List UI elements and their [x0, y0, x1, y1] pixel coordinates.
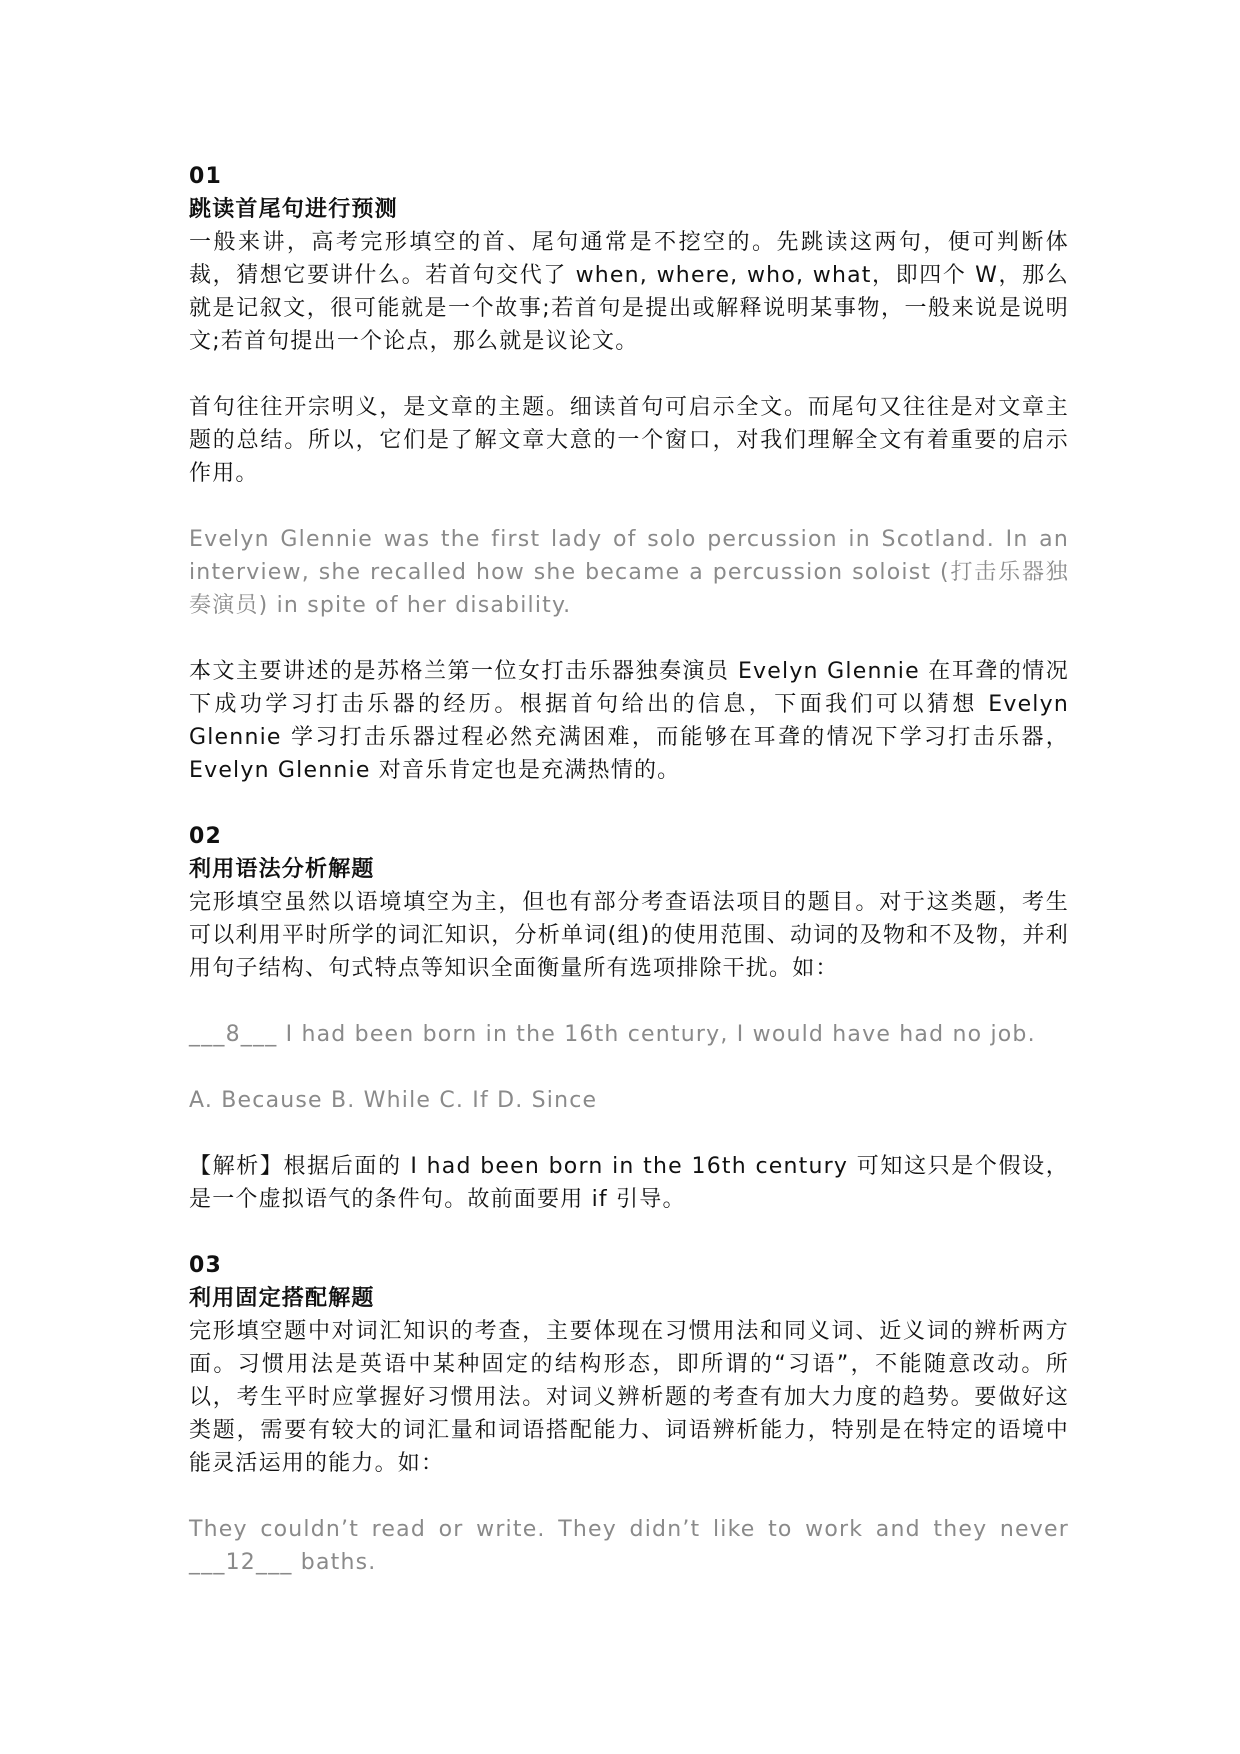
section-number: 02 — [189, 824, 223, 849]
answer-options: A. Because B. While C. If D. Since — [189, 1088, 598, 1113]
document-page — [189, 160, 1069, 1579]
paragraph: 完形填空虽然以语境填空为主，但也有部分考查语法项目的题目。对于这类题，考生可以利用平时所学的词汇知识，分析单词(组)的使用范围、动词的及物和不及物，并利用句子结构、句式特点等知识全面衡量所有选项排除干扰。如： — [189, 890, 1069, 981]
section-heading: 利用语法分析解题 — [189, 857, 375, 882]
analysis-paragraph: 【解析】根据后面的 I had been born in the 16th century 可知这只是个假设，是一个虚拟语气的条件句。故前面要用 if 引导。 — [189, 1154, 1069, 1212]
paragraph: 一般来讲，高考完形填空的首、尾句通常是不挖空的。先跳读这两句，便可判断体裁，猜想它要讲什么。若首句交代了 when, where, who, what，即四个 W，那么就是记叙文，很可能就是一个故事;若首句是提出或解释说明某事物，一般来说是说明文;若首句提出一个论点，那么就是议论文。 — [189, 230, 1069, 354]
example-text: ___8___ I had been born in the 16th century, I would have had no job. — [189, 1022, 1036, 1047]
paragraph: 本文主要讲述的是苏格兰第一位女打击乐器独奏演员 Evelyn Glennie 在耳聋的情况下成功学习打击乐器的经历。根据首句给出的信息，下面我们可以猜想 Evelyn Glennie 学习打击乐器过程必然充满困难，而能够在耳聋的情况下学习打击乐器，Evelyn Glennie 对音乐肯定也是充满热情的。 — [189, 659, 1069, 783]
section-heading: 利用固定搭配解题 — [189, 1286, 375, 1311]
section-heading: 跳读首尾句进行预测 — [189, 197, 398, 222]
example-text: Evelyn Glennie was the first lady of solo percussion in Scotland. In an interview, she recalled how she became a percussion soloist (打击乐器独奏演员) in spite of her disability. — [189, 527, 1069, 618]
paragraph: 首句往往开宗明义，是文章的主题。细读首句可启示全文。而尾句又往往是对文章主题的总结。所以，它们是了解文章大意的一个窗口，对我们理解全文有着重要的启示作用。 — [189, 395, 1069, 486]
paragraph: 完形填空题中对词汇知识的考查，主要体现在习惯用法和同义词、近义词的辨析两方面。习惯用法是英语中某种固定的结构形态，即所谓的“习语”，不能随意改动。所以，考生平时应掌握好习惯用法。对词义辨析题的考查有加大力度的趋势。要做好这类题，需要有较大的词汇量和词语搭配能力、词语辨析能力，特别是在特定的语境中能灵活运用的能力。如： — [189, 1319, 1069, 1476]
section-number: 01 — [189, 164, 223, 189]
section-number: 03 — [189, 1253, 223, 1278]
example-text: They couldn’t read or write. They didn’t like to work and they never ___12___ baths. — [189, 1517, 1069, 1575]
